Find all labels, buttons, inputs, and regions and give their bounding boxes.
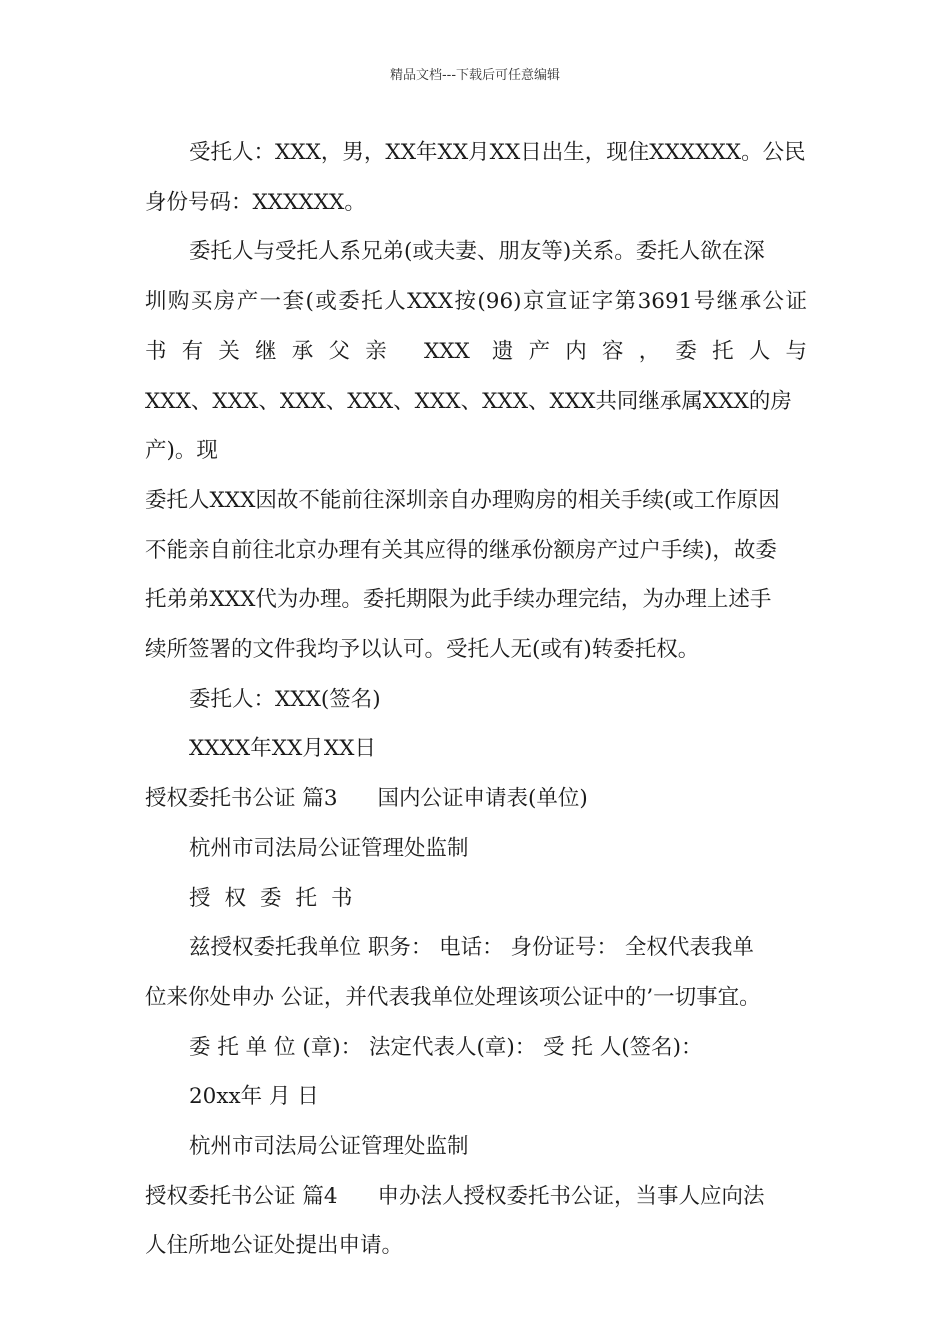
signing-row: 委 托 单 位 (章)： 法定代表人(章)： 受 托 人(签名)： <box>189 1034 703 1060</box>
paragraph-relation-line-4: XXX、XXX、XXX、XXX、XXX、XXX、XXX共同继承属XXX的房产)。现 <box>145 388 792 464</box>
section-4-title: 授权委托书公证 篇4 <box>145 1183 338 1209</box>
page-header: 精品文档---下载后可任意编辑 <box>389 68 561 83</box>
supervisor-line-1: 杭州市司法局公证管理处监制 <box>189 835 469 861</box>
section-4-line-2: 人住所地公证处提出申请。 <box>145 1233 404 1259</box>
document-title: 授权委托书 <box>189 885 367 911</box>
section-3-heading <box>145 774 807 824</box>
paragraph-relation-line-2: 圳购买房产一套(或委托人XXX按(96)京宣证字第3691号继承公证 <box>145 289 807 315</box>
paragraph-relation-line-7: 托弟弟XXX代为办理。委托期限为此手续办理完结，为办理上述手 <box>145 587 772 613</box>
section-3-subtitle: 国内公证申请表(单位) <box>377 786 588 812</box>
section-4-text: 申办法人授权委托书公证，当事人应向法 <box>377 1183 765 1209</box>
paragraph-relation-line-8: 续所签署的文件我均予以认可。受托人无(或有)转委托权。 <box>145 637 700 663</box>
paragraph-relation-line-5: 委托人XXX因故不能前往深圳亲自办理购房的相关手续(或工作原因 <box>145 487 780 513</box>
signature-line: 委托人：XXX(签名) <box>189 686 381 712</box>
section-4-heading <box>145 1172 807 1222</box>
paragraph-relation-line-3: 书有关继承父亲 XXX 遗产内容，委托人与 <box>145 338 807 364</box>
authorization-line-2: 位来你处申办 公证，并代表我单位处理该项公证中的’一切事宜。 <box>145 984 761 1010</box>
paragraph-trustee-line-2: 身份号码：XXXXXX。 <box>145 189 366 215</box>
section-3-title: 授权委托书公证 篇3 <box>145 786 338 812</box>
document-body <box>145 128 807 1271</box>
date-line: XXXX年XX月XX日 <box>189 736 376 762</box>
authorization-line-1: 兹授权委托我单位 职务： 电话： 身份证号： 全权代表我单 <box>189 935 754 961</box>
paragraph-relation-line-6: 不能亲自前往北京办理有关其应得的继承份额房产过户手续)，故委 <box>145 537 777 563</box>
paragraph-relation-line-1: 委托人与受托人系兄弟(或夫妻、朋友等)关系。委托人欲在深 <box>189 239 765 265</box>
paragraph-trustee-line-1: 受托人：XXX，男，XX年XX月XX日出生，现住XXXXXX。公民 <box>189 140 806 165</box>
supervisor-line-2: 杭州市司法局公证管理处监制 <box>189 1134 469 1160</box>
date-line-2: 20xx年 月 日 <box>189 1084 319 1110</box>
